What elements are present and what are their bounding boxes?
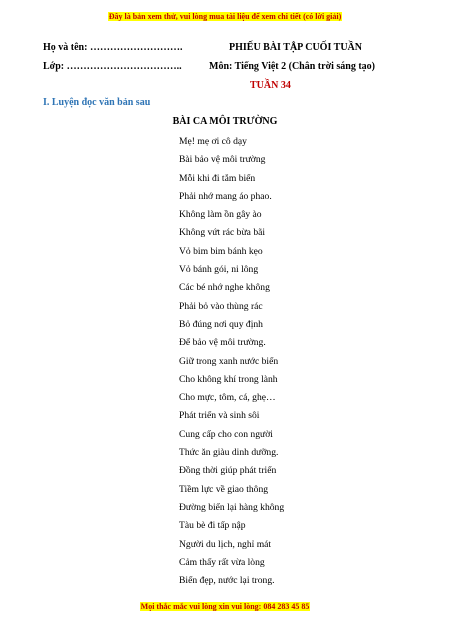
poem-line: Để bảo vệ môi trường. [179,337,266,349]
poem-line: Mỗi khi đi tắm biển [179,172,256,184]
student-name-field: Họ và tên: ………………………. [43,42,183,53]
poem-line: Phát triển và sinh sôi [179,410,260,422]
poem-line: Bài bảo vệ môi trường [179,154,266,166]
preview-banner [0,12,450,21]
subject-label: Môn: Tiếng Việt 2 (Chân trời sáng tạo) [209,61,376,72]
poem-line: Các bé nhớ nghe không [179,282,270,294]
poem-line: Mẹ! mẹ ơi cô dạy [179,136,247,147]
poem-line: Không vứt rác bừa bãi [179,227,266,239]
poem-line: Tàu bè đi tấp nập [179,520,246,532]
poem-line: Đường biển lại hàng không [179,501,285,513]
poem-line: Người du lịch, nghỉ mát [179,538,272,550]
poem-title: BÀI CA MÔI TRƯỜNG [172,116,278,127]
poem-line: Đồng thời giúp phát triển [179,465,277,477]
poem-line: Không làm ồn gây ào [179,209,262,221]
worksheet-title: PHIẾU BÀI TẬP CUỐI TUẦN [229,42,362,53]
poem-line: Cảm thấy rất vừa lòng [179,556,265,568]
poem-line: Cung cấp cho con người [179,428,273,440]
contact-footer-text: Mọi thắc mắc vui lòng xin vui lòng: 084 283 45 85 [140,602,310,611]
poem-body [179,133,284,590]
poem-line: Thức ăn giàu dinh dưỡng. [179,447,279,459]
poem-line: Biển đẹp, nước lại trong. [179,575,275,587]
class-field: Lớp: …………………………….. [43,61,182,72]
poem-line: Cho mực, tôm, cá, ghẹ… [179,392,276,404]
poem-line: Phải bỏ vào thùng rác [179,300,263,312]
contact-footer [0,602,450,611]
poem-line: Vỏ bim bim bánh kẹo [179,245,263,257]
preview-banner-text: Đây là bản xem thử, vui lòng mua tài liệu để xem chi tiết (có lời giải) [108,12,342,21]
poem-line: Vỏ bánh gói, ni lông [179,264,259,276]
section-heading: I. Luyện đọc văn bản sau [43,97,151,108]
poem-line: Tiềm lực về giao thông [179,483,269,495]
week-label: TUẦN 34 [250,80,291,91]
poem-line: Bỏ đúng nơi quy định [179,318,263,330]
poem-line: Giữ trong xanh nước biển [179,355,279,367]
poem-line: Cho không khí trong lành [179,373,278,385]
poem-line: Phải nhớ mang áo phao. [179,190,272,202]
